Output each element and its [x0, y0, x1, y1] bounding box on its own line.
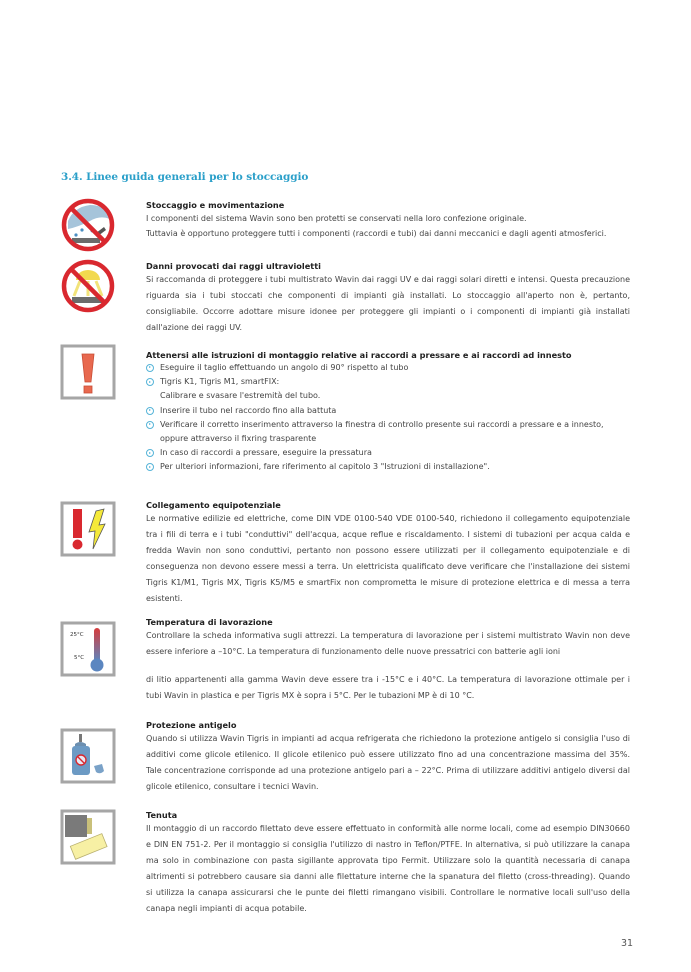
- no-weather-damage-icon: [60, 197, 116, 253]
- thermometer-icon: [60, 621, 116, 677]
- paragraph: di litio appartenenti alla gamma Wavin deve essere tra i -15°C e i 40°C. La temperatura di lavorazione ottimale per i tubi Wavin in plastica e per Tigris MX è sopra i 5°C. Per le tubazioni MP è di 10 °C.: [146, 675, 630, 700]
- storage-handling-block: [60, 197, 630, 253]
- paragraph: Le normative edilizie ed elettriche, come DIN VDE 0100-540 VDE 0100-540, richiedono il collegamento equipotenziale tra i fili di terra e i tubi "conduttivi" dell'acqua, acque reflue e riscaldamento. I sistemi di tubazioni per acqua calda e fredda Wavin non sono conduttivi, pertanto non possono essere utilizzati per il collegamento equipotenziale e di conseguenza non devono essere messi a terra. Un elettricista qualificato deve verificare che l'installazione dei sistemi Tigris K1/M1, Tigris MX, Tigris K5/M5 e smartFix non comprometta le misure di protezione elettrica e di messa a terra esistenti.: [146, 514, 630, 603]
- warning-exclamation-icon: [60, 344, 116, 400]
- block-heading: Stoccaggio e movimentazione: [146, 200, 285, 210]
- paragraph-line: Tuttavia è opportuno proteggere tutti i componenti (raccordi e tubi) dai danni meccanici e dagli agenti atmosferici.: [146, 229, 607, 238]
- equipotential-bonding-text: [146, 499, 630, 607]
- paragraph: Quando si utilizza Wavin Tigris in impianti ad acqua refrigerata che richiedono la protezione antigelo si consiglia l'uso di additivi come glicole etilenico. Il glicole etilenico può essere utilizzato fino ad una concentrazione massima del 35%. Tale concentrazione corrisponde ad una protezione antigelo pari a – 22°C. Prima di utilizzare additivi antigelo diversi dal glicole etilenico, consultare i tecnici Wavin.: [146, 734, 630, 791]
- paragraph-line: I componenti del sistema Wavin sono ben protetti se conservati nella loro confezione originale.: [146, 214, 527, 223]
- list-item: Inserire il tubo nel raccordo fino alla battuta: [146, 404, 630, 418]
- paragraph: Si raccomanda di proteggere i tubi multistrato Wavin dai raggi UV e dai raggi solari diretti e intensi. Questa precauzione riguarda sia i tubi stoccati che componenti di impianti già installati. Lo stoccaggio all'aperto non è, pertanto, consigliabile. Occorre adottare misure idonee per proteggere gli impianti o i componenti di impianti già installati dall'azione dei raggi UV.: [146, 275, 630, 332]
- antifreeze-protection-text: [146, 719, 630, 795]
- list-item: Per ulteriori informazioni, fare riferimento al capitolo 3 "Istruzioni di installazione".: [146, 460, 630, 474]
- paragraph: Il montaggio di un raccordo filettato deve essere effettuato in conformità alle norme locali, come ad esempio DIN30660 e DIN EN 751-2. Per il montaggio si consiglia l'utilizzo di nastro in Teflon/PTFE. In alternativa, si può utilizzare la canapa ma solo in combinazione con pasta sigillante approvata tipo Fermit. Utilizzare solo la quantità necessaria di canapa altrimenti si potrebbero causare sia danni alle filettature interne che la spanatura del filetto (cross-threading). Quando si utilizza la canapa assicurarsi che le punte dei filetti rimangano visibili. Controllare le normative locali sull'uso della canapa negli impianti di acqua potabile.: [146, 824, 630, 913]
- assembly-instructions-block: [60, 344, 630, 484]
- block-heading: Danni provocati dai raggi ultravioletti: [146, 261, 321, 271]
- section-title: 3.4. Linee guida generali per lo stoccaggio: [61, 171, 309, 183]
- circle-arrow-bullet-icon: [146, 463, 154, 471]
- sealing-block: [60, 809, 630, 914]
- circle-arrow-bullet-icon: [146, 364, 154, 372]
- storage-handling-text: [146, 199, 630, 241]
- svg-text:25°C: 25°C: [70, 632, 84, 638]
- sealing-text: [146, 809, 630, 917]
- antifreeze-protection-block: [60, 719, 630, 795]
- electrical-warning-icon: [60, 501, 116, 557]
- uv-damage-block: [60, 256, 630, 332]
- assembly-instructions-text: [146, 349, 630, 475]
- circle-arrow-bullet-icon: [146, 378, 154, 386]
- list-item: Tigris K1, Tigris M1, smartFIX: Calibrare e svasare l'estremità del tubo.: [146, 375, 630, 403]
- block-heading: Tenuta: [146, 810, 178, 820]
- thread-sealing-tape-icon: [60, 809, 116, 865]
- svg-text:5°C: 5°C: [74, 655, 85, 661]
- uv-damage-text: [146, 260, 630, 336]
- equipotential-bonding-block: [60, 499, 630, 609]
- page-number: 31: [621, 938, 634, 949]
- block-heading: Temperatura di lavorazione: [146, 617, 273, 627]
- circle-arrow-bullet-icon: [146, 449, 154, 457]
- working-temperature-block: [60, 616, 630, 706]
- steps-list: [146, 361, 630, 475]
- list-item: In caso di raccordi a pressare, eseguire la pressatura: [146, 446, 630, 460]
- working-temperature-text: [146, 616, 630, 704]
- block-heading: Protezione antigelo: [146, 720, 237, 730]
- block-heading: Attenersi alle istruzioni di montaggio relative ai raccordi a pressare e ai raccordi ad innesto: [146, 350, 572, 360]
- list-item: Eseguire il taglio effettuando un angolo di 90° rispetto al tubo: [146, 361, 630, 375]
- circle-arrow-bullet-icon: [146, 421, 154, 429]
- antifreeze-bottle-icon: [60, 728, 116, 784]
- no-uv-sunlight-icon: [60, 258, 116, 314]
- block-heading: Collegamento equipotenziale: [146, 500, 281, 510]
- paragraph: Controllare la scheda informativa sugli attrezzi. La temperatura di lavorazione per i sistemi multistrato Wavin non deve essere inferiore a –10°C. La temperatura di funzionamento delle nuove pressatrici con batterie agli ioni: [146, 631, 630, 656]
- circle-arrow-bullet-icon: [146, 407, 154, 415]
- list-item: Verificare il corretto inserimento attraverso la finestra di controllo presente sui raccordi a pressare e a innesto, oppure attraverso il fixring trasparente: [146, 418, 630, 446]
